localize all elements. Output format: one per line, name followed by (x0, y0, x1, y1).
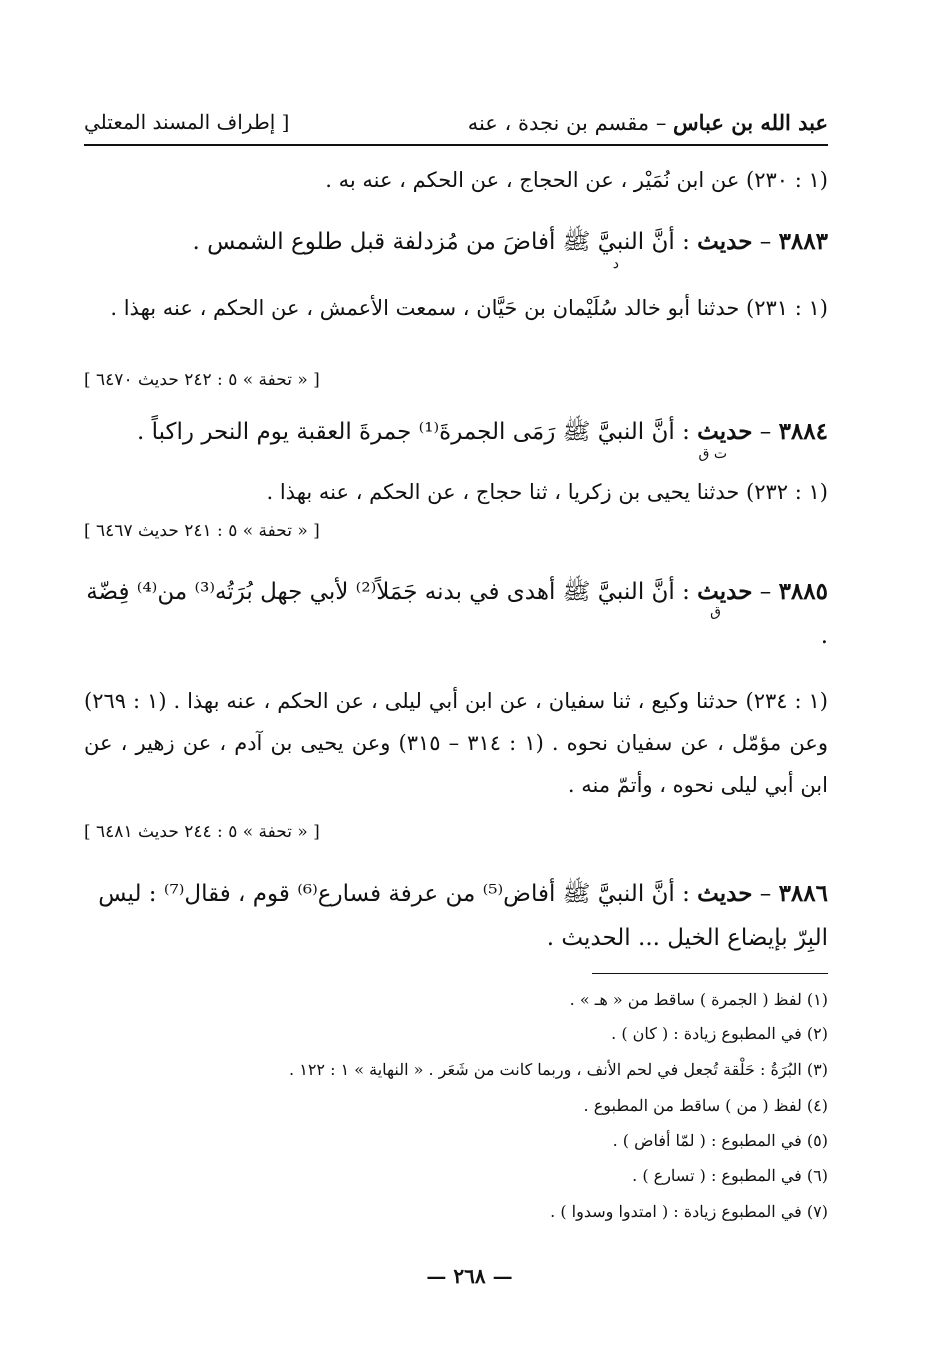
hadith-text: : أنَّ النبيَّ ﷺ أفاض⁽⁵⁾ من عرفة فسارع⁽⁶⁾ قوم ، فقال⁽⁷⁾ : ليس البِرّ بإيضاع الخيل ... الحديث . (98, 881, 828, 951)
sigla-mark: د (612, 256, 619, 272)
hadith-text: : أنَّ النبيَّ ﷺ أهدى في بدنه جَمَلاً⁽²⁾ لأبي جهل بُرَتُه⁽³⁾ من⁽⁴⁾ فِضّة . (86, 579, 828, 649)
hadith-number: ٣٨٨٣ (778, 228, 828, 255)
hadith-3886: ٣٨٨٦ – حديث : أنَّ النبيَّ ﷺ أفاض⁽⁵⁾ من عرفة فسارع⁽⁶⁾ قوم ، فقال⁽⁷⁾ : ليس البِرّ بإيضاع الخيل ... الحديث . (98, 880, 828, 951)
hadith-number: ٣٨٨٥ (778, 578, 828, 605)
isnad-line-232: (١ : ٢٣٢) حدثنا يحيى بن زكريا ، ثنا حجاج ، عن الحكم ، عنه بهذا . (266, 480, 828, 504)
hadith-number: ٣٨٨٦ (778, 880, 828, 907)
hadith-3883: ٣٨٨٣ – حديث : أنَّ النبيَّ ﷺ أفاضَ من مُزدلفة قبل طلوع الشمس . (192, 228, 828, 255)
footnote-1: (١) لفظ ( الجمرة ) ساقط من « هـ » . (569, 990, 828, 1009)
hadith-3885: ٣٨٨٥ – حديث : أنَّ النبيَّ ﷺ أهدى في بدنه جَمَلاً⁽²⁾ لأبي جهل بُرَتُه⁽³⁾ من⁽⁴⁾ فِضّة . (86, 578, 828, 649)
header-chapter-bold: عبد الله بن عباس (673, 110, 828, 135)
tuhfa-reference-1: [ « تحفة » ٥ : ٢٤٢ حديث ٦٤٧٠ ] (84, 370, 320, 390)
page-number: — ٢٦٨ — (426, 1264, 513, 1288)
footnote-5: (٥) في المطبوع : ( لمّا أفاض ) . (612, 1131, 828, 1150)
running-header (84, 104, 828, 146)
hadith-keyword: حديث (697, 578, 753, 605)
hadith-keyword: حديث (697, 418, 753, 445)
sigla-mark: ق (710, 604, 721, 620)
isnad-line-230: (١ : ٢٣٠) عن ابن نُمَيْر ، عن الحجاج ، عن الحكم ، عنه به . (325, 168, 828, 192)
tuhfa-reference-2: [ « تحفة » ٥ : ٢٤١ حديث ٦٤٦٧ ] (84, 521, 320, 541)
hadith-text: : أنَّ النبيَّ ﷺ رَمَى الجمرةَ⁽¹⁾ جمرةَ العقبة يوم النحر راكباً . (136, 419, 698, 445)
footnote-4: (٤) لفظ ( من ) ساقط من المطبوع . (583, 1096, 828, 1115)
isnad-line-231: (١ : ٢٣١) حدثنا أبو خالد سُلَيْمان بن حَيَّان ، سمعت الأعمش ، عن الحكم ، عنه بهذا . (110, 296, 828, 320)
hadith-3884: ٣٨٨٤ – حديث : أنَّ النبيَّ ﷺ رَمَى الجمرةَ⁽¹⁾ جمرةَ العقبة يوم النحر راكباً . (136, 418, 828, 445)
tuhfa-reference-3: [ « تحفة » ٥ : ٢٤٤ حديث ٦٤٨١ ] (84, 822, 320, 842)
footnote-7: (٧) في المطبوع زيادة : ( امتدوا وسدوا ) . (550, 1202, 828, 1221)
isnad-paragraph-234: (١ : ٢٣٤) حدثنا وكيع ، ثنا سفيان ، عن ابن أبي ليلى ، عن الحكم ، عنه بهذا . (١ : ٢٦٩) وعن مؤمّل ، عن سفيان نحوه . (١ : ٣١٤ – ٣١٥) وعن يحيى بن آدم ، عن زهير ، عن ابن أبي ليلى نحوه ، وأتمّ منه . (84, 689, 828, 797)
header-chapter-rest: – مقسم بن نجدة ، عنه (467, 111, 673, 135)
hadith-number: ٣٨٨٤ (778, 418, 828, 445)
hadith-text: : أنَّ النبيَّ ﷺ أفاضَ من مُزدلفة قبل طلوع الشمس . (192, 229, 698, 255)
sigla-mark: ت ق (698, 446, 727, 462)
hadith-keyword: حديث (697, 228, 753, 255)
footnote-separator (592, 973, 828, 974)
header-chapter (468, 110, 828, 135)
footnote-3: (٣) البُرَةُ : حَلْقة تُجعل في لحم الأنف ، وربما كانت من شَعَر . « النهاية » ١ : ١٢٢ . (289, 1060, 828, 1079)
footnote-6: (٦) في المطبوع : ( تسارع ) . (632, 1166, 828, 1185)
hadith-keyword: حديث (697, 880, 753, 907)
footnote-2: (٢) في المطبوع زيادة : ( كان ) . (611, 1024, 828, 1043)
header-book-title: [ إطراف المسند المعتلي (84, 110, 290, 134)
